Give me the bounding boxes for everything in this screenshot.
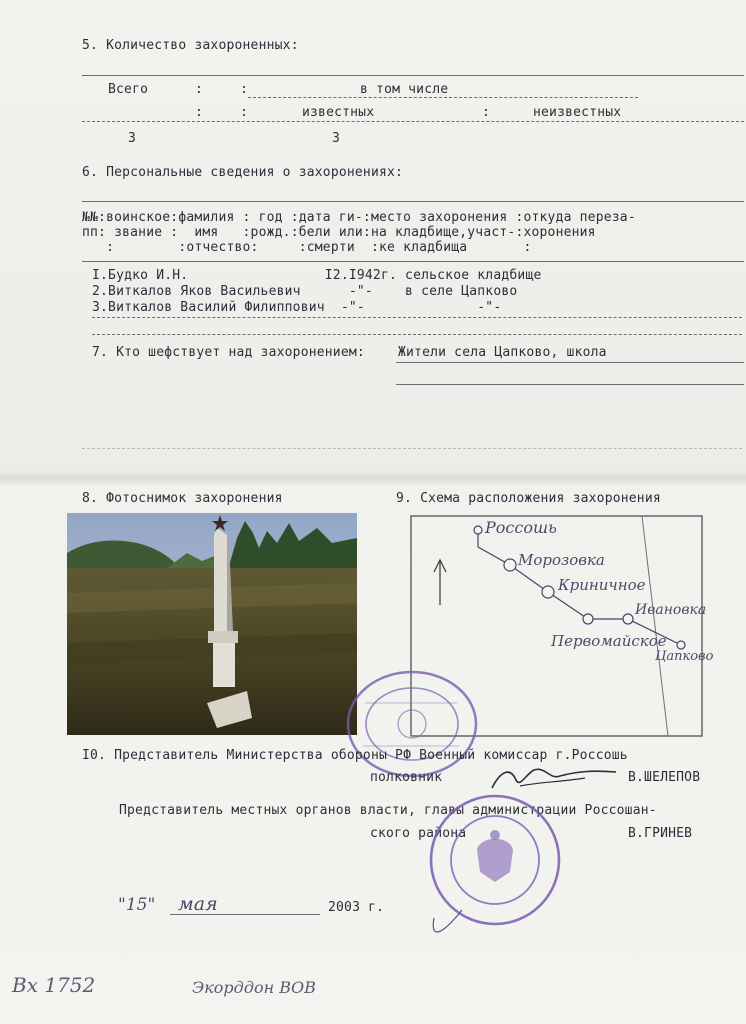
administration-stamp	[422, 790, 572, 940]
sep: :	[195, 105, 204, 120]
table-header-line1: №№:воинское:фамилия : год :дата ги-:место захоронения :откуда переза-	[82, 210, 636, 225]
table-header-line2: пп: звание : имя :рожд.:бели или:на кладбище,участ-:хоронения	[82, 225, 596, 240]
date-day: "15"	[118, 895, 156, 915]
signer-name-1: В.ШЕЛЕПОВ	[628, 770, 701, 785]
signer-name-2: В.ГРИНЕВ	[628, 826, 693, 841]
divider	[248, 97, 638, 98]
col-total: Всего	[108, 82, 149, 97]
registration-number: Вх 1752	[12, 973, 96, 997]
sep: :	[482, 105, 491, 120]
divider	[82, 201, 744, 202]
sep: :	[240, 82, 249, 97]
date-underline	[170, 914, 320, 915]
place-label: Цапково	[655, 649, 714, 664]
date-year: 2003 г.	[328, 900, 385, 915]
table-row: I.Будко И.Н. I2.I942г. сельское кладбище	[92, 268, 542, 283]
place-label: Ивановка	[635, 602, 707, 618]
col-unknown: неизвестных	[533, 105, 622, 120]
sep: :	[240, 105, 249, 120]
divider	[82, 75, 744, 76]
signature-1	[490, 762, 620, 792]
table-row: 2.Виткалов Яков Васильевич -"- в селе Цапково	[92, 284, 518, 299]
rep-ministry-line: I0. Представитель Министерства обороны РФ Военный комиссар г.Россошь	[82, 748, 628, 763]
divider	[82, 121, 744, 122]
rep-local-line: Представитель местных органов власти, главы администрации Россошан-	[119, 803, 657, 818]
place-label: Криничное	[558, 576, 646, 594]
col-inclusive: в том числе	[360, 82, 449, 97]
table-row: 3.Виткалов Василий Филиппович -"- -"-	[92, 300, 502, 315]
divider	[396, 384, 744, 385]
rep-rank: полковник	[370, 770, 443, 785]
sep: :	[195, 82, 204, 97]
divider	[396, 362, 744, 363]
divider	[82, 448, 742, 449]
section6-heading: 6. Персональные сведения о захоронениях:	[82, 165, 404, 180]
value-total: 3	[128, 131, 137, 146]
rep-district: ского района	[370, 826, 467, 841]
table-header-line3: : :отчество: :смерти :ке кладбища :	[82, 240, 532, 255]
section9-heading: 9. Схема расположения захоронения	[396, 491, 661, 506]
divider	[82, 261, 744, 262]
section8-heading: 8. Фотоснимок захоронения	[82, 491, 283, 506]
section7-label: 7. Кто шефствует над захоронением:	[92, 345, 365, 360]
military-commissariat-stamp	[345, 668, 480, 780]
divider	[92, 334, 742, 335]
col-known: известных	[302, 105, 375, 120]
section7-value: Жители села Цапково, школа	[398, 345, 607, 360]
section5-heading: 5. Количество захороненных:	[82, 38, 299, 53]
place-label: Россошь	[485, 518, 557, 537]
handwritten-note: Экорддон ВОВ	[192, 978, 316, 997]
divider	[92, 317, 742, 318]
burial-photo	[67, 513, 357, 735]
value-known: 3	[332, 131, 341, 146]
place-label: Морозовка	[518, 551, 605, 569]
date-month: мая	[178, 893, 218, 915]
place-label: Первомайское	[551, 632, 667, 650]
